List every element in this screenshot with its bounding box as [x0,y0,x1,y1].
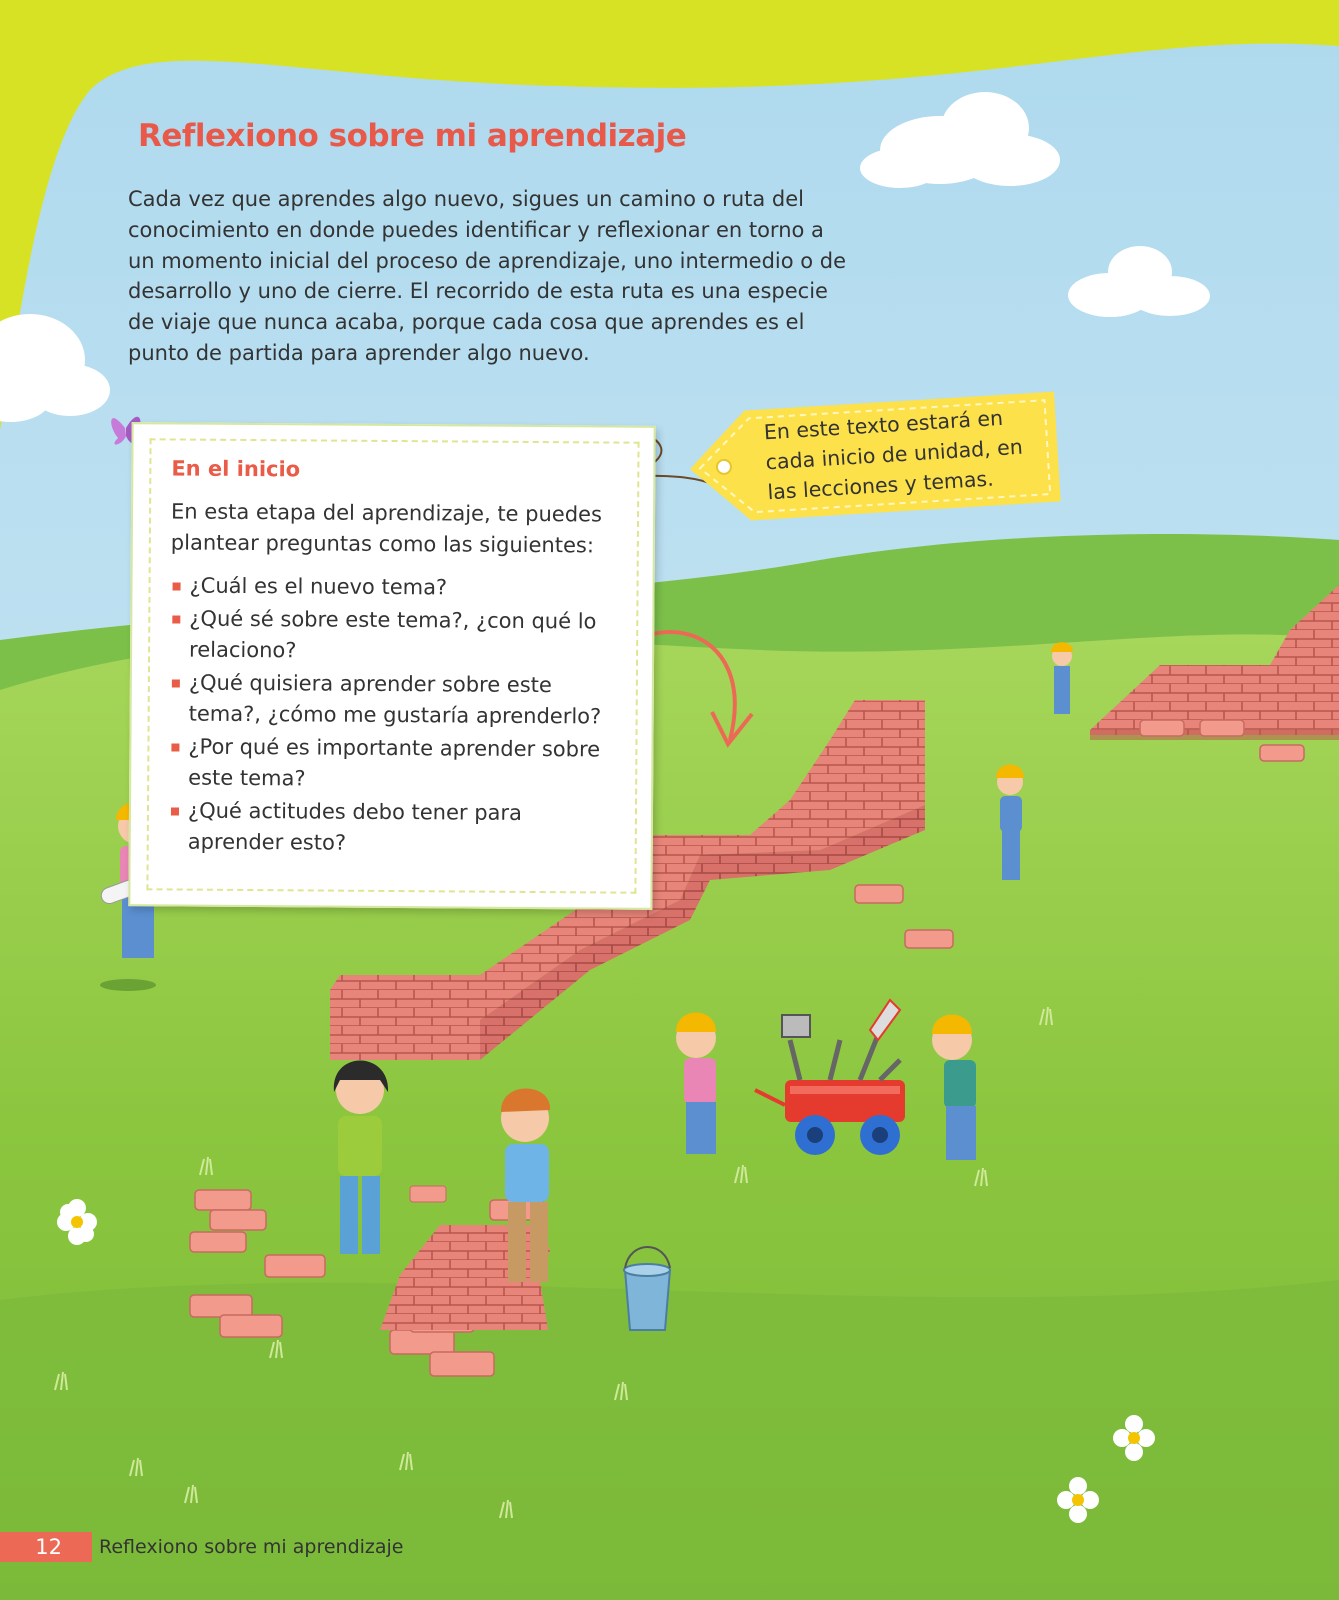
list-item: ¿Qué sé sobre este tema?, ¿con qué lo relaciono? [170,603,620,669]
page-footer [0,1532,420,1562]
list-item: ¿Por qué es importante aprender sobre este tema? [169,731,619,797]
page-title: Reflexiono sobre mi aprendizaje [138,118,687,154]
question-list [169,570,621,862]
intro-paragraph: Cada vez que aprendes algo nuevo, sigues un camino o ruta del conocimiento en donde puedes identificar y reflexionar en torno a un momento inicial del proceso de aprendizaje, uno intermedio o de desarrollo y uno de cierre. El recorrido de esta ruta es una especie de viaje que nunca acaba, porque cada cosa que aprendes es el punto de partida para aprender algo nuevo. [128,187,847,365]
boy-building [501,1089,550,1283]
list-item: ¿Qué actitudes debo tener para aprender esto? [169,795,619,861]
card-lead-text: En esta etapa del aprendizaje, te puedes plantear preguntas como las siguientes: [170,499,603,558]
worker-far [1051,642,1073,714]
label-tag [686,385,1065,529]
card-heading: En el inicio [171,456,301,482]
info-card [128,422,655,910]
list-item: ¿Qué quisiera aprender sobre este tema?, ¿cómo me gustaría aprenderlo? [170,667,620,733]
tag-text: En este texto estará en cada inicio de unidad, en las lecciones y temas. [763,405,1024,505]
running-title: Reflexiono sobre mi aprendizaje [99,1536,404,1558]
list-item: ¿Cuál es el nuevo tema? [170,570,620,605]
page-number: 12 [0,1532,92,1562]
